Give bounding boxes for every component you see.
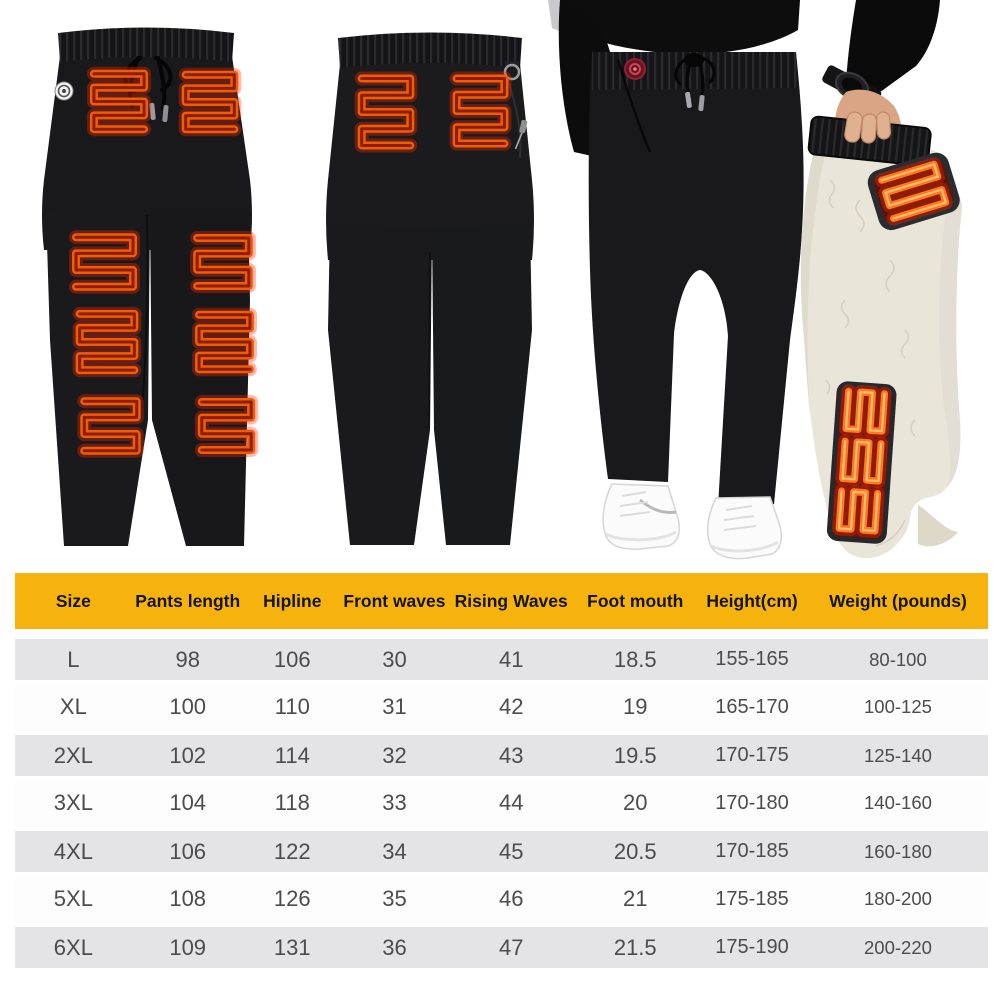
size-chart-cell: 18.5 [613,646,657,672]
size-chart [15,573,988,971]
size-chart-cell: 21 [623,886,648,911]
size-chart-cell: 170-175 [715,744,789,766]
size-chart-cell: 2XL [53,742,93,768]
size-chart-cell: 125-140 [864,744,932,766]
size-chart-cell: 3XL [53,790,93,815]
size-chart-cell: 36 [382,934,407,960]
size-chart-cell: 6XL [53,934,93,960]
size-chart-cell: 118 [274,790,310,815]
size-chart-cell: 20.5 [613,838,657,864]
size-chart-cell: 109 [169,934,207,960]
size-chart-cell: 160-180 [864,840,932,862]
size-chart-cell: 45 [498,838,524,864]
size-chart-cell: 47 [498,934,524,960]
heating-zone [80,314,135,370]
size-chart-cell: 80-100 [869,648,927,670]
size-chart-cell: 42 [498,694,524,719]
size-chart-cell: 170-180 [715,791,789,814]
size-chart-cell: 19.5 [613,742,657,768]
size-chart-cell: XL [59,694,87,719]
size-chart-cell: 102 [169,742,207,768]
column-header: Rising Waves [454,590,568,611]
size-chart-cell: 4XL [53,838,93,864]
size-chart-cell: 155-165 [715,648,789,670]
size-chart-cell: 43 [498,742,524,768]
size-chart-cell: 41 [498,646,524,672]
table-row [15,827,988,875]
size-chart-cell: 30 [382,646,407,672]
waistband [58,28,234,63]
column-header: Pants length [135,590,241,611]
model-photo [548,0,804,559]
size-chart-cell: 19 [623,694,648,719]
size-chart-cell: 110 [274,694,310,719]
column-header: Foot mouth [587,590,684,611]
heating-zone [457,78,505,143]
column-header: Size [55,590,91,611]
fleece-lining-photo [801,0,963,558]
size-chart-cell: 175-190 [715,936,789,958]
size-chart-cell: 35 [382,886,407,911]
table-row [15,875,988,923]
size-chart-cell: 140-160 [864,792,932,813]
pants-on-model [589,52,804,507]
sneaker-icon [708,497,782,559]
size-chart-cell: 200-220 [864,936,932,958]
size-chart-cell: 20 [623,790,648,815]
size-chart-cell: 106 [169,838,207,864]
table-row [15,779,988,827]
table-row [15,635,988,683]
heating-zone [362,79,411,146]
size-chart-cell: 114 [274,742,310,768]
size-chart-cell: 31 [382,694,407,719]
table-row [15,731,988,779]
fleece-heating-strip [826,381,897,545]
heating-zone [94,74,144,129]
table-row [15,683,988,731]
size-chart-cell: 180-200 [864,888,932,909]
size-chart-cell: 131 [273,934,311,960]
heating-zone [199,315,250,370]
heating-zone [186,75,235,130]
column-header: Hipline [263,590,322,611]
size-chart-cell: 170-185 [715,840,789,862]
size-chart-header-row [15,573,988,629]
size-chart-cell: 5XL [53,886,93,911]
size-chart-cell: L [67,646,80,672]
power-button-icon [55,82,73,100]
size-chart-cell: 126 [273,886,311,911]
size-chart-cell: 33 [382,790,407,815]
size-chart-cell: 100-125 [864,696,932,717]
size-chart-cell: 104 [169,790,207,815]
size-chart-cell: 165-170 [715,695,789,718]
size-chart-cell: 46 [498,886,524,911]
column-header: Front waves [343,590,446,611]
size-chart-cell: 34 [382,838,407,864]
column-header: Height(cm) [706,590,798,611]
size-chart-cell: 106 [273,646,311,672]
pants-back-image [326,33,534,546]
fingers [844,111,891,143]
size-chart-cell: 108 [169,886,207,911]
size-chart-cell: 100 [169,694,207,719]
size-chart-cell: 98 [175,646,200,672]
power-button-icon [625,59,645,79]
size-chart-cell: 21.5 [613,934,657,960]
table-row [15,923,988,971]
sneaker-icon [603,484,679,549]
size-chart-cell: 175-185 [715,887,789,910]
size-chart-cell: 122 [273,838,311,864]
pants-front-image [42,28,252,547]
column-header: Weight (pounds) [829,590,967,611]
size-chart-cell: 32 [382,742,407,768]
waistband [338,33,522,69]
size-chart-cell: 44 [498,790,524,815]
